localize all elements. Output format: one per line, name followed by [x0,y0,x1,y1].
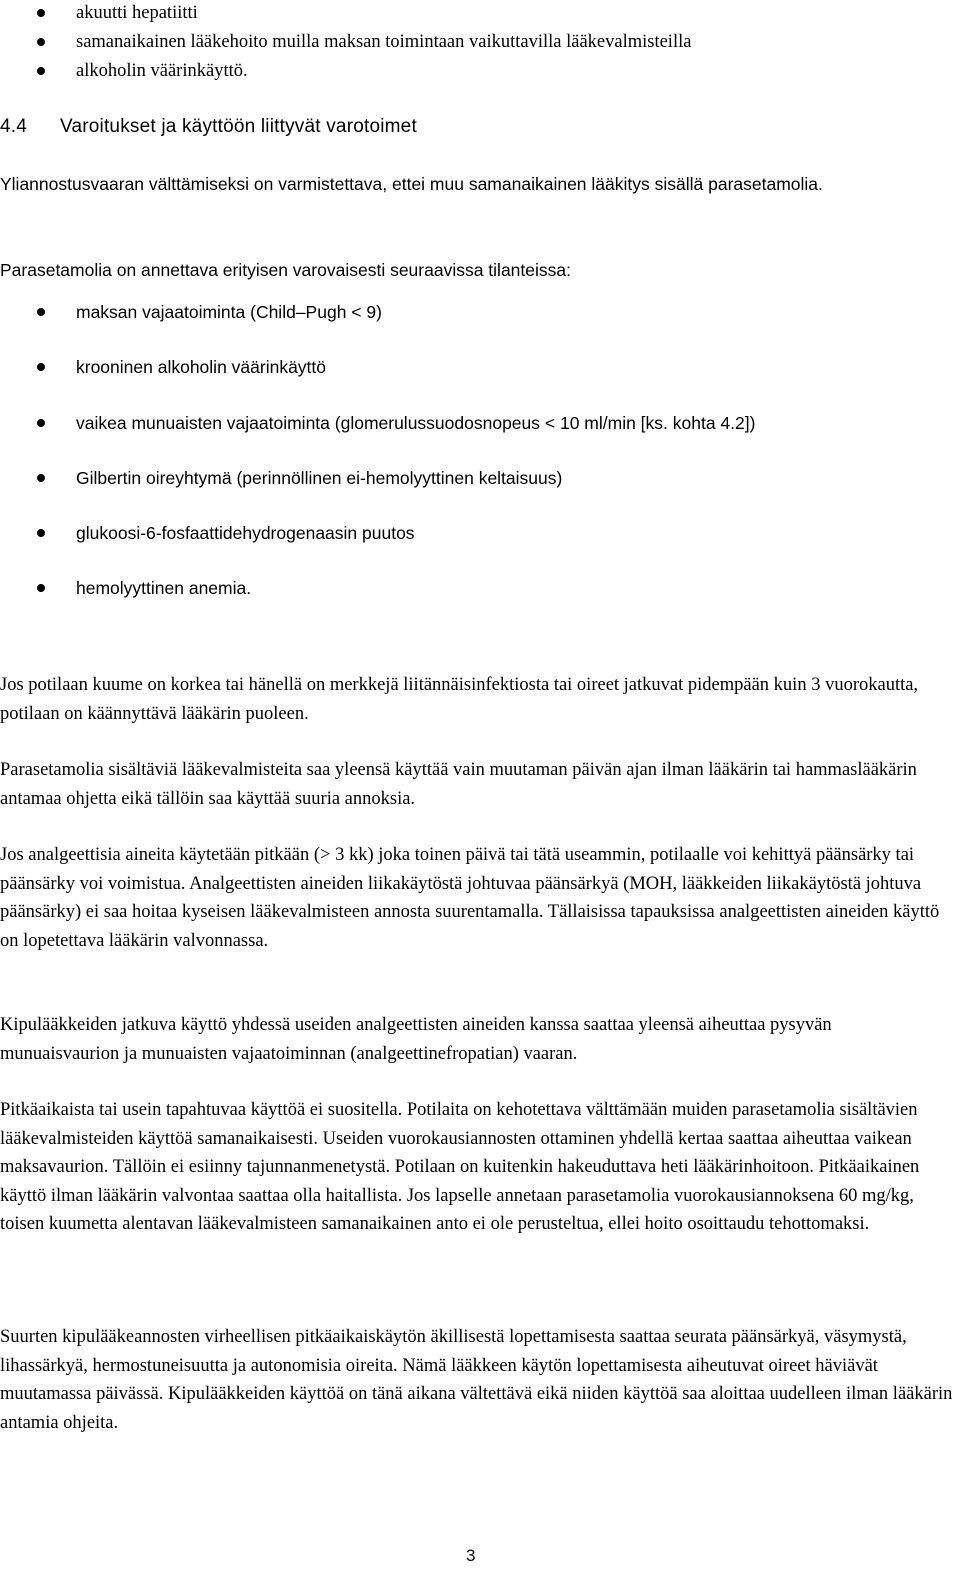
bullet-icon [37,9,45,17]
list-item: glukoosi-6-fosfaattidehydrogenaasin puutos [0,519,950,574]
bullet-icon [37,529,45,537]
bullet-icon [37,363,45,371]
section-title: Varoitukset ja käyttöön liittyvät varotoimet [60,116,417,137]
list-item: hemolyyttinen anemia. [0,574,950,629]
bullet-icon [37,308,45,316]
bullet-icon [37,419,45,427]
list-item: alkoholin väärinkäyttö. [0,58,950,87]
paragraph-moh: Jos analgeettisia aineita käytetään pitkään (> 3 kk) joka toinen päivä tai tätä useammin, potilaalle voi kehittyä päänsärky tai päänsärky voi voimistua. Analgeettisten aineiden liikakäytöstä johtuvaa päänsärkyä (MOH, lääkkeiden liikakäytöstä johtuva päänsärky) ei saa hoitaa kyseisen lääkevalmisteen annosta suurentamalla. Tällaisissa tapauksissa analgeettisten aineiden käyttö on lopetettava lääkärin valvonnassa. [0,845,940,951]
paragraph-nephropathy: Kipulääkkeiden jatkuva käyttö yhdessä useiden analgeettisten aineiden kanssa saattaa yleensä aiheuttaa pysyvän munuaisvaurion ja munuaisten vajaatoiminnan (analgeettinefropatian) vaaran. [0,1015,832,1064]
paragraph-withdrawal: Suurten kipulääkeannosten virheellisen pitkäaikaiskäytön äkillisestä lopettamisesta saattaa seurata päänsärkyä, väsymystä, lihassärkyä, hermostuneisuutta ja autonomisia oireita. Nämä lääkkeen käytön lopettamisesta aiheutuvat oireet häviävät muutamassa päivässä. Kipulääkkeiden käyttöä on tänä aikana vältettävä eikä niiden käyttöä saa aloittaa uudelleen ilman lääkärin antamia ohjeita. [0,1327,953,1433]
list-item: maksan vajaatoiminta (Child–Pugh < 9) [0,298,950,353]
caution-intro: Parasetamolia on annettava erityisen varovaisesti seuraavissa tilanteissa: [0,260,571,280]
paragraph-long-term-use: Pitkäaikaista tai usein tapahtuvaa käyttöä ei suositella. Potilaita on kehotettava välttämään muiden parasetamolia sisältävien lääkevalmisteiden käyttöä samanaikaisesti. Useiden vuorokausiannosten ottaminen yhdellä kertaa saattaa aiheuttaa vaikean maksavaurion. Tällöin ei esiinny tajunnanmenetystä. Potilaan on kuitenkin hakeuduttava heti lääkärinhoitoon. Pitkäaikainen käyttö ilman lääkärin valvontaa saattaa olla haitallista. Jos lapselle annetaan parasetamolia vuorokausiannoksena 60 mg/kg, toisen kuumetta alentavan lääkevalmisteen samanaikainen anto ei ole perusteltua, ellei hoito osoittaudu tehottomaksi. [0,1100,920,1234]
bullet-icon [37,38,45,46]
caution-list [0,298,950,630]
section-number: 4.4 [0,116,28,137]
paragraph-fever: Jos potilaan kuume on korkea tai hänellä on merkkejä liitännäisinfektiosta tai oireet jatkuvat pidempään kuin 3 vuorokautta, potilaan on käännyttävä lääkärin puoleen. [0,675,919,724]
list-item: akuutti hepatiitti [0,0,950,29]
list-item: Gilbertin oireyhtymä (perinnöllinen ei-hemolyyttinen keltaisuus) [0,464,950,519]
bullet-icon [37,474,45,482]
list-item: vaikea munuaisten vajaatoiminta (glomerulussuodosnopeus < 10 ml/min [ks. kohta 4.2]) [0,409,950,464]
paragraph-duration: Parasetamolia sisältäviä lääkevalmisteita saa yleensä käyttää vain muutaman päivän ajan ilman lääkärin tai hammaslääkärin antamaa ohjetta eikä tällöin saa käyttää suuria annoksia. [0,760,917,809]
bullet-icon [37,584,45,592]
page-number: 3 [466,1546,476,1565]
list-item: krooninen alkoholin väärinkäyttö [0,353,950,408]
list-item: samanaikainen lääkehoito muilla maksan toimintaan vaikuttavilla lääkevalmisteilla [0,29,950,58]
intro-paragraph: Yliannostusvaaran välttämiseksi on varmistettava, ettei muu samanaikainen lääkitys sisällä parasetamolia. [0,174,823,194]
section-heading [0,116,417,138]
bullet-icon [37,67,45,75]
contraindication-list [0,0,950,87]
